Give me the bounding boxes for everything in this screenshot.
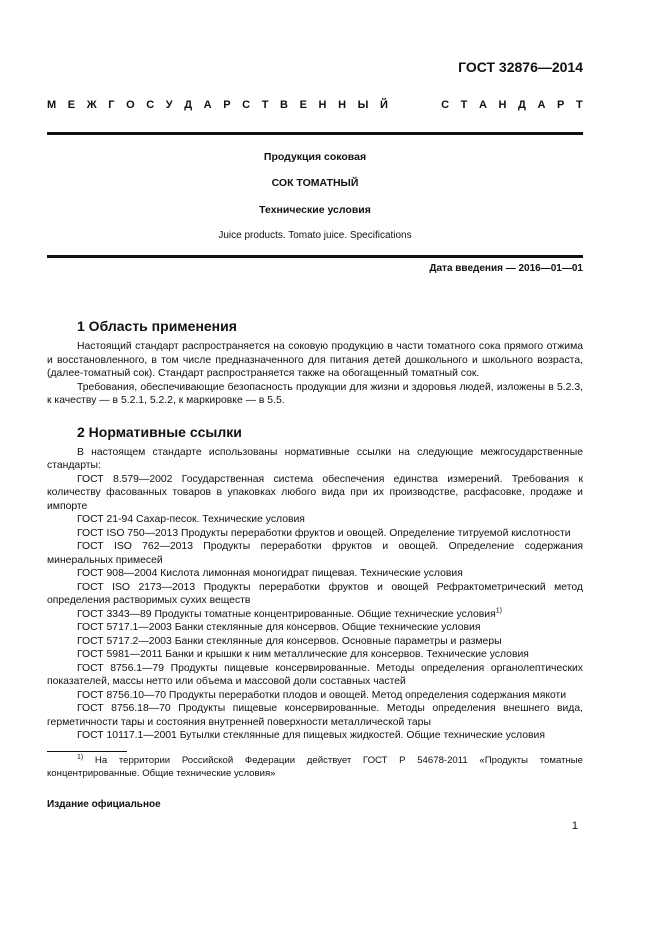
section-heading-scope: 1 Область применения — [77, 318, 237, 334]
paragraph: Настоящий стандарт распространяется на соковую продукцию в части томатного сока прямого отжима и восстановленного, в том числе предназначенного для питания детей дошкольного и школьного возраста, (далее-томатный сок). Стандарт распространяется также на обогащенный томатный сок. — [47, 341, 583, 379]
reference-text: ГОСТ ISO 750—2013 Продукты переработки фруктов и овощей. Определение титруемой кислотности — [77, 527, 571, 539]
reference-text: ГОСТ 8.579—2002 Государственная система обеспечения единства измерений. Требования к количеству фасованных товаров в упаковках любого вида при их производстве, расфасовке, продаже и импорте — [47, 473, 583, 512]
reference-item — [47, 608, 583, 622]
heading-letter: Е — [299, 99, 307, 111]
title-divider — [47, 255, 583, 258]
heading-letter: А — [478, 99, 487, 111]
paragraph: Требования, обеспечивающие безопасность продукции для жизни и здоровья людей, изложены в 5.2.3, к качеству — в 5.2.1, 5.2.2, к маркировке — в 5.5. — [47, 381, 583, 406]
top-divider — [47, 132, 583, 135]
heading-letter: Т — [575, 99, 583, 111]
official-edition-label: Издание официальное — [47, 798, 161, 810]
reference-item — [47, 527, 583, 541]
heading-letter: А — [203, 99, 212, 111]
standard-type-heading — [47, 98, 583, 112]
heading-letter: Г — [108, 99, 115, 111]
reference-item — [47, 689, 583, 703]
heading-letter: В — [280, 99, 288, 111]
heading-letter: С — [242, 99, 251, 111]
document-subtitle: Технические условия — [259, 204, 371, 216]
heading-letter: Р — [557, 99, 565, 111]
document-title: СОК ТОМАТНЫЙ — [271, 177, 359, 189]
heading-letter: Н — [338, 99, 347, 111]
reference-text: ГОСТ 8756.10—70 Продукты переработки плодов и овощей. Метод определения содержания мякоти — [77, 689, 567, 701]
reference-item — [47, 567, 583, 581]
footnote-ref: 1) — [495, 607, 502, 615]
reference-text: ГОСТ 3343—89 Продукты томатные концентрированные. Общие технические условия — [77, 608, 496, 620]
reference-item — [47, 540, 583, 567]
section-heading-references: 2 Нормативные ссылки — [77, 423, 242, 440]
product-category: Продукция соковая — [263, 151, 367, 163]
reference-item — [47, 581, 583, 608]
reference-item — [47, 635, 583, 649]
reference-item — [47, 648, 583, 662]
reference-text: ГОСТ 8756.1—79 Продукты пищевые консервированные. Методы определения органолептических показателей, массы нетто или объема и массовой доли составных частей — [47, 662, 583, 687]
heading-letter: Д — [184, 99, 193, 111]
document-body — [47, 318, 583, 833]
heading-letter — [399, 98, 429, 112]
heading-letter: М — [47, 99, 57, 111]
reference-text: В настоящем стандарте использованы нормативные ссылки на следующие межгосударственные стандарты: — [47, 446, 583, 471]
heading-letter: Т — [460, 99, 468, 111]
reference-text: ГОСТ 908—2004 Кислота лимонная моногидрат пищевая. Технические условия — [77, 568, 463, 579]
heading-letter: Р — [223, 99, 231, 111]
heading-letter: С — [146, 99, 155, 111]
heading-letter: Ы — [357, 99, 369, 111]
heading-letter: А — [537, 99, 546, 111]
footnote-mark: 1) — [77, 753, 84, 761]
heading-letter: Т — [261, 99, 269, 111]
reference-item — [47, 662, 583, 689]
reference-text: ГОСТ 5717.2—2003 Банки стеклянные для консервов. Основные параметры и размеры — [77, 635, 502, 647]
reference-text: ГОСТ 8756.18—70 Продукты пищевые консервированные. Методы определения внешнего вида, герметичности тары и состояния внутренней поверхности металлической тары — [47, 703, 583, 728]
heading-letter: Н — [318, 99, 327, 111]
reference-item — [47, 473, 583, 514]
heading-letter: С — [441, 99, 450, 111]
reference-text: ГОСТ 5981—2011 Банки и крышки к ним металлические для консервов. Технические условия — [77, 649, 529, 660]
reference-text: ГОСТ ISO 762—2013 Продукты переработки фруктов и овощей. Определение содержания минеральных примесей — [47, 541, 583, 566]
reference-text: ГОСТ ISO 2173—2013 Продукты переработки фруктов и овощей Рефрактометрический метод определения растворимых сухих веществ — [47, 581, 583, 606]
reference-item — [47, 621, 583, 635]
page-number: 1 — [571, 819, 578, 832]
reference-item — [47, 446, 583, 473]
reference-item — [47, 513, 583, 527]
reference-text: ГОСТ 10117.1—2001 Бутылки стеклянные для пищевых жидкостей. Общие технические условия — [77, 730, 545, 741]
reference-text: ГОСТ 5717.1—2003 Банки стеклянные для консервов. Общие технические условия — [77, 622, 481, 633]
section-scope-body — [47, 340, 583, 408]
footnote-divider — [47, 751, 127, 752]
footnote — [47, 754, 583, 780]
heading-letter: Й — [379, 99, 388, 111]
reference-item — [47, 729, 583, 743]
heading-letter: Н — [498, 99, 507, 111]
standard-number: ГОСТ 32876—2014 — [458, 59, 583, 75]
introduction-date: Дата введения — 2016—01—01 — [429, 263, 583, 274]
heading-letter: О — [126, 99, 135, 111]
heading-letter: Ж — [86, 99, 97, 111]
reference-text: ГОСТ 21-94 Сахар-песок. Технические условия — [77, 514, 305, 525]
section-references-body — [47, 446, 583, 743]
heading-letter: Е — [67, 99, 76, 111]
english-title: Juice products. Tomato juice. Specifications — [218, 230, 412, 241]
footnote-text: На территории Российской Федерации действует ГОСТ Р 54678-2011 «Продукты томатные концентрированные. Общие технические условия» — [47, 754, 583, 779]
heading-letter: У — [165, 99, 173, 111]
heading-letter: Д — [518, 99, 526, 111]
reference-item — [47, 702, 583, 729]
